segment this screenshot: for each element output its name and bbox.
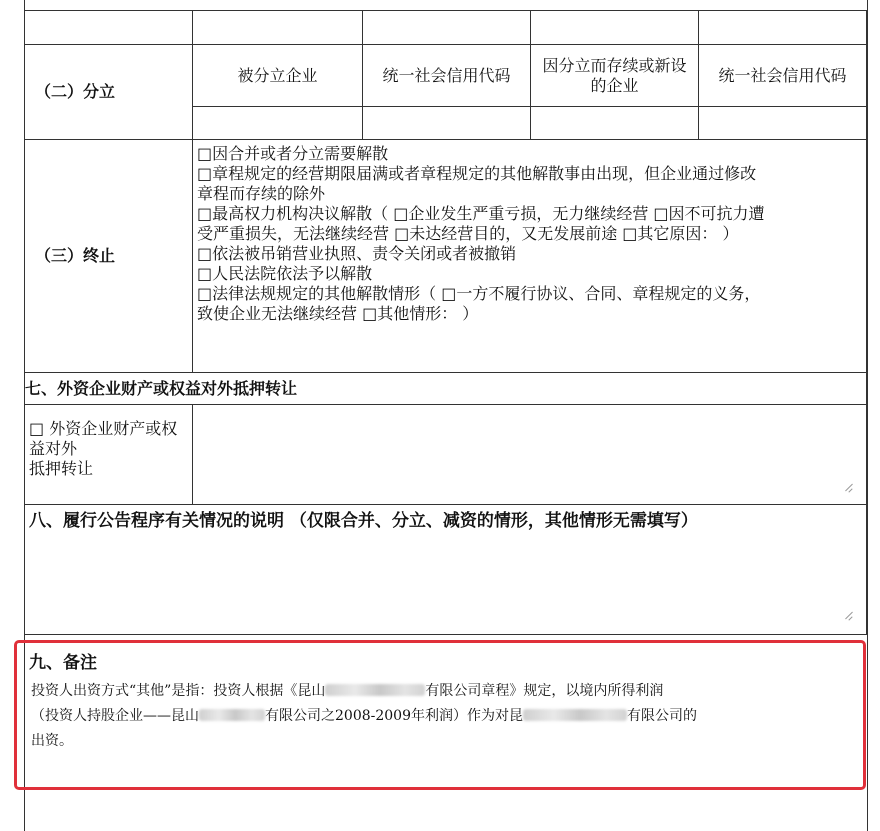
section7-title: 七、外资企业财产或权益对外抵押转让 [25, 373, 867, 405]
remarks-line2-part3: 有限公司的 [627, 708, 697, 724]
section7-title-row [25, 373, 867, 405]
termination-label: （三）终止 [25, 140, 193, 373]
division-label: （二）分立 [25, 45, 193, 140]
remarks-line1-part1: 投资人出资方式“其他”是指：投资人根据《昆山 [31, 683, 326, 699]
division-input-cell[interactable] [699, 107, 867, 140]
table-cell[interactable] [531, 11, 699, 45]
table-row [25, 11, 867, 45]
section7-checkbox-label-cont: 抵押转让 [29, 458, 94, 478]
section7-textarea[interactable] [193, 405, 867, 505]
division-header-credit-code-2: 统一社会信用代码 [699, 45, 867, 107]
remarks-line1-part2: 有限公司章程》规定，以境内所得利润 [425, 683, 664, 699]
section8-textarea[interactable] [25, 505, 867, 635]
section9-title: 九、备注 [29, 653, 97, 673]
table-cell[interactable] [699, 11, 867, 45]
termination-option-resolution-cont[interactable]: 受严重损失，无法继续经营 □未达经营目的，又无发展前途 □其它原因： ） [197, 224, 739, 243]
division-header-surviving-enterprise: 因分立而存续或新设的企业 [531, 45, 699, 107]
redacted-company-name [199, 709, 265, 721]
termination-options [193, 140, 867, 373]
termination-option-other-law-cont[interactable]: 致使企业无法继续经营 □其他情形： ） [197, 304, 479, 323]
division-header-row [25, 45, 867, 107]
section8-row [25, 505, 867, 635]
division-input-cell[interactable] [363, 107, 531, 140]
section7-checkbox-label: □ 外资企业财产或权益对外 [29, 418, 178, 458]
section7-content-row [25, 405, 867, 505]
resize-grip-icon[interactable] [842, 610, 852, 620]
redacted-company-name [325, 684, 425, 696]
resize-grip-icon[interactable] [842, 482, 852, 492]
remarks-line2-part2: 有限公司之2008-2009年利润）作为对昆 [265, 708, 523, 724]
division-header-split-enterprise: 被分立企业 [193, 45, 363, 107]
remarks-line3: 出资。 [31, 733, 73, 749]
termination-row [25, 140, 867, 373]
termination-option-other-law[interactable]: □法律法规规定的其他解散情形（ □一方不履行协议、合同、章程规定的义务， [197, 284, 761, 303]
table-cell [25, 11, 193, 45]
termination-option-merger[interactable]: □因合并或者分立需要解散 [197, 144, 389, 163]
division-input-cell[interactable] [531, 107, 699, 140]
termination-option-term-expiry[interactable]: □章程规定的经营期限届满或者章程规定的其他解散事由出现，但企业通过修改 [197, 164, 757, 183]
division-header-credit-code: 统一社会信用代码 [363, 45, 531, 107]
termination-option-revoked[interactable]: □依法被吊销营业执照、责令关闭或者被撤销 [197, 244, 517, 263]
section7-checkbox[interactable] [25, 405, 193, 505]
remarks-line2-part1: （投资人持股企业——昆山 [31, 708, 199, 724]
redacted-company-name [523, 709, 627, 721]
form-table [24, 10, 867, 635]
table-cell[interactable] [363, 11, 531, 45]
termination-option-court[interactable]: □人民法院依法予以解散 [197, 264, 373, 283]
section9-remarks-text[interactable] [31, 679, 841, 754]
division-input-cell[interactable] [193, 107, 363, 140]
section9-remarks [14, 640, 866, 790]
termination-option-resolution[interactable]: □最高权力机构决议解散（ □企业发生严重亏损，无力继续经营 □因不可抗力遭 [197, 204, 765, 223]
section8-title: 八、履行公告程序有关情况的说明 （仅限合并、分立、减资的情形，其他情形无需填写） [29, 511, 698, 531]
termination-option-term-expiry-cont: 章程而存续的除外 [197, 184, 326, 203]
table-cell[interactable] [193, 11, 363, 45]
